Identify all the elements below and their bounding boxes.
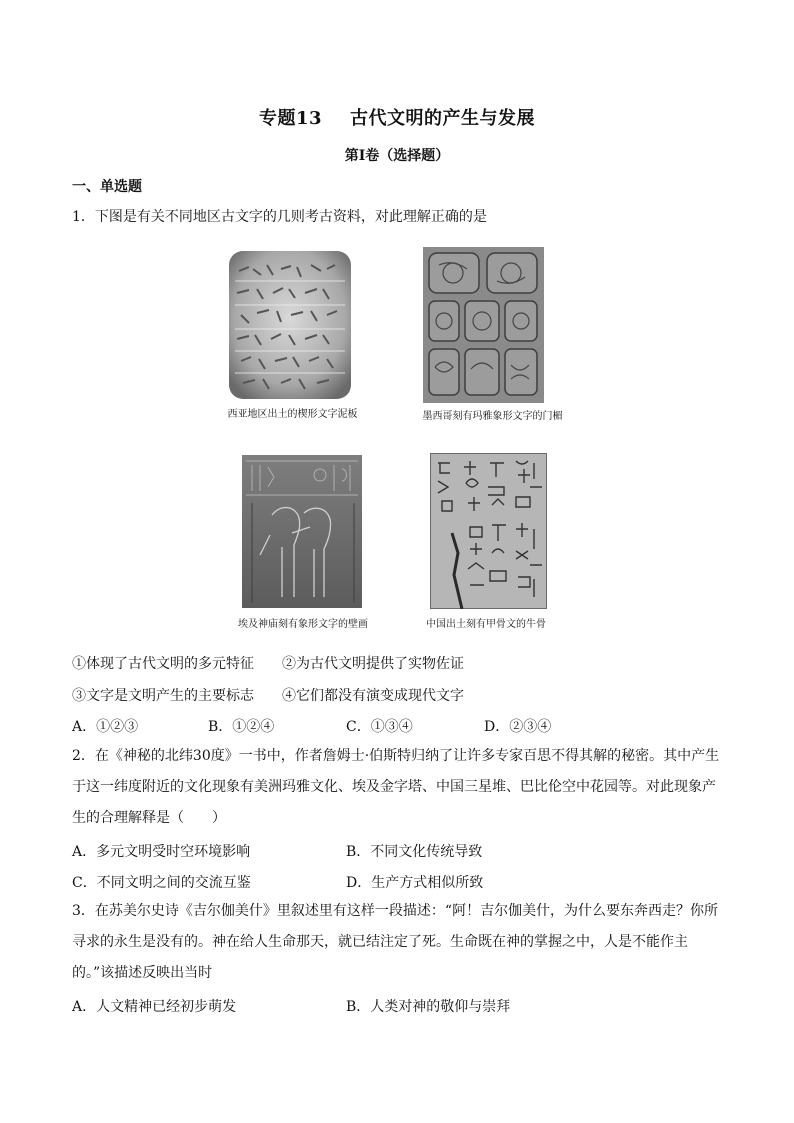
q2-option-a[interactable]: A．多元文明受时空环境影响: [72, 844, 251, 860]
cuneiform-tablet-image: [227, 249, 353, 401]
q1-option-c[interactable]: C．①③④: [346, 719, 413, 735]
title-topic-name: 古代文明的产生与发展: [350, 108, 536, 129]
q1-statement-4: ④它们都没有演变成现代文字: [282, 688, 464, 704]
caption-cuneiform: 西亚地区出土的楔形文字泥板: [227, 409, 358, 420]
section-heading: 一、单选题: [72, 179, 142, 195]
caption-maya-lintel: 墨西哥刻有玛雅象形文字的门楣: [422, 411, 563, 422]
caption-egyptian-relief: 埃及神庙刻有象形文字的壁画: [238, 619, 368, 630]
egyptian-relief-image: [242, 455, 362, 608]
q3-option-a[interactable]: A．人文精神已经初步萌发: [72, 999, 237, 1015]
q2-option-c[interactable]: C．不同文明之间的交流互鉴: [72, 875, 251, 891]
page-title: [0, 104, 794, 130]
oracle-bone-image: [430, 453, 547, 609]
caption-oracle-bone: 中国出土刻有甲骨文的牛骨: [426, 619, 546, 630]
volume-subtitle: 第I卷（选择题）: [344, 148, 450, 164]
q3-option-b[interactable]: B．人类对神的敬仰与崇拜: [346, 999, 511, 1015]
q1-option-b[interactable]: B．①②④: [208, 719, 275, 735]
q1-option-a[interactable]: A．①②③: [72, 719, 139, 735]
q1-option-d[interactable]: D．②③④: [484, 719, 552, 735]
question-1-stem: 1．下图是有关不同地区古文字的几则考古资料，对此理解正确的是: [72, 209, 487, 225]
q2-option-d[interactable]: D．生产方式相似所致: [346, 875, 484, 891]
q1-statement-3: ③文字是文明产生的主要标志: [72, 688, 254, 704]
q1-statement-1: ①体现了古代文明的多元特征: [72, 656, 254, 672]
maya-lintel-image: [423, 247, 544, 403]
question-2-stem: 2．在《神秘的北纬30度》一书中，作者詹姆士·伯斯特归纳了让许多专家百思不得其解的秘密。其中产生于这一纬度附近的文化现象有美洲玛雅文化、埃及金字塔、中国三星堆、巴比伦空中花园等。对此现象产生的合理解释是（ ）: [72, 748, 720, 826]
q1-statement-2: ②为古代文明提供了实物佐证: [282, 656, 464, 672]
q2-option-b[interactable]: B．不同文化传统导致: [346, 844, 483, 860]
question-3-stem: 3．在苏美尔史诗《吉尔伽美什》里叙述里有这样一段描述：“阿！吉尔伽美什，为什么要东奔西走？你所寻求的永生是没有的。神在给人生命那天，就已结注定了死。生命既在神的掌握之中，人是不能作主的。”该描述反映出当时: [72, 903, 719, 981]
title-topic-number: 专题13: [258, 108, 323, 129]
